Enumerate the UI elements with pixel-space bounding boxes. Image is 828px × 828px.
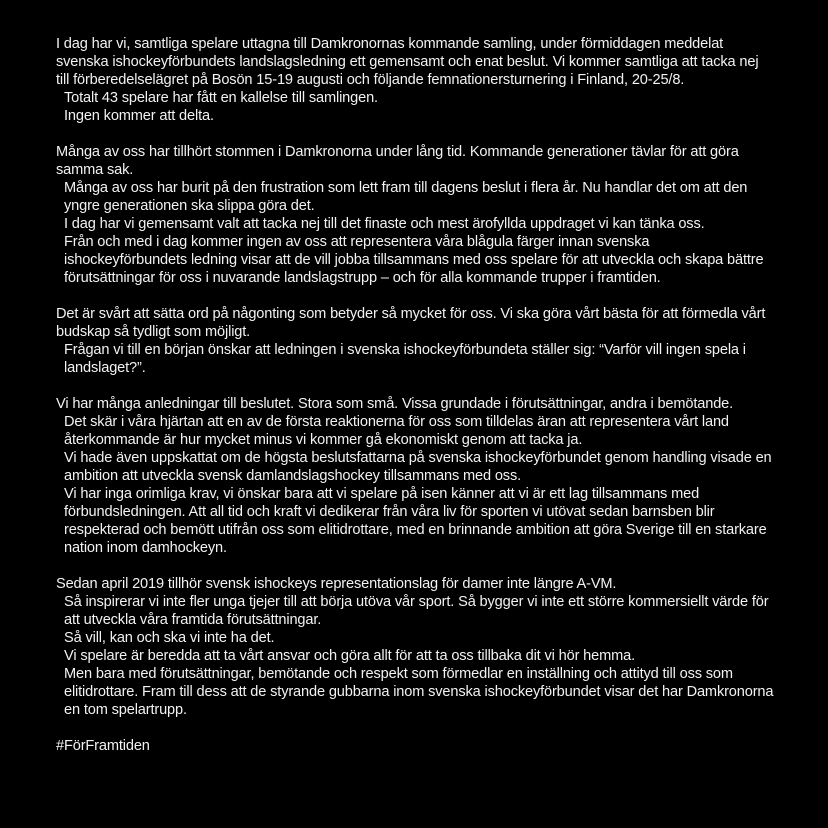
statement-line: Så vill, kan och ska vi inte ha det. — [64, 630, 275, 646]
statement-line: Totalt 43 spelare har fått en kallelse till samlingen. — [64, 90, 378, 106]
statement-line: Sedan april 2019 tillhör svensk ishockeys representationslag för damer inte längre A-VM. — [56, 576, 617, 592]
statement-line: Det skär i våra hjärtan att en av de första reaktionerna för oss som tilldelas äran att representera vårt land återkommande är hur mycket minus vi kommer gå ekonomiskt genom att tacka ja. — [64, 414, 729, 448]
statement-line: Det är svårt att sätta ord på någonting som betyder så mycket för oss. Vi ska göra vårt bästa för att förmedla vårt budskap så tydligt som möjligt. — [56, 306, 766, 340]
statement-line: Många av oss har burit på den frustration som lett fram till dagens beslut i flera år. Nu handlar det om att den yngre generationen ska slippa göra det. — [64, 180, 748, 214]
statement-line: Så inspirerar vi inte fler unga tjejer till att börja utöva vår sport. Så bygger vi inte ett större kommersiellt värde för att utveckla våra framtida förutsättningar. — [64, 594, 769, 628]
statement-line: Vi har många anledningar till beslutet. Stora som små. Vissa grundade i förutsättningar, andra i bemötande. — [56, 396, 734, 412]
statement-line: Från och med i dag kommer ingen av oss att representera våra blågula färger innan svenska ishockeyförbundets ledning visar att de vill jobba tillsammans med oss spelare för att utveckla och skapa bättre förutsättningar för oss i nuvarande landslagstrupp – och för alla kommande trupper i framtiden. — [64, 234, 764, 286]
statement-line: Många av oss har tillhört stommen i Damkronorna under lång tid. Kommande generationer tävlar för att göra samma sak. — [56, 144, 739, 178]
paragraph-2 — [56, 143, 774, 287]
statement-line: Frågan vi till en början önskar att ledningen i svenska ishockeyförbundeta ställer sig: “Varför vill ingen spela i landslaget?”. — [64, 342, 746, 376]
statement-line: Vi har inga orimliga krav, vi önskar bara att vi spelare på isen känner att vi är ett lag tillsammans med förbundsledningen. Att all tid och kraft vi dedikerar från våra liv för sporten vi utövat sedan barnsben blir respekterad och bemött utifrån oss som elitidrottare, med en brinnande ambition att göra Sverige till en starkare nation inom damhockeyn. — [64, 486, 767, 556]
statement-line: Vi hade även uppskattat om de högsta beslutsfattarna på svenska ishockeyförbundet genom handling visade en ambition att utveckla svensk damlandslagshockey tillsammans med oss. — [64, 450, 772, 484]
statement-line: Men bara med förutsättningar, bemötande och respekt som förmedlar en inställning och attityd till oss som elitidrottare. Fram till dess att de styrande gubbarna inom svenska ishockeyförbundet visar det har Damkronorna en tom spelartrupp. — [64, 666, 774, 718]
statement-line: I dag har vi, samtliga spelare uttagna till Damkronornas kommande samling, under förmiddagen meddelat svenska ishockeyförbundets landslagsledning ett gemensamt och enat beslut. Vi kommer samtliga att tacka nej till förberedelselägret på Bosön 15-19 augusti och följande femnationersturnering i Finland, 20-25/8. — [56, 36, 759, 88]
paragraph-4 — [56, 395, 774, 557]
hashtag: #FörFramtiden — [56, 738, 150, 754]
paragraph-5 — [56, 575, 774, 719]
paragraph-1 — [56, 35, 774, 125]
statement-text — [56, 35, 774, 755]
statement-line: Ingen kommer att delta. — [64, 108, 214, 124]
statement-line: I dag har vi gemensamt valt att tacka nej till det finaste och mest ärofyllda uppdraget vi kan tänka oss. — [64, 216, 705, 232]
paragraph-3 — [56, 305, 774, 377]
statement-line: Vi spelare är beredda att ta vårt ansvar och göra allt för att ta oss tillbaka dit vi hör hemma. — [64, 648, 635, 664]
